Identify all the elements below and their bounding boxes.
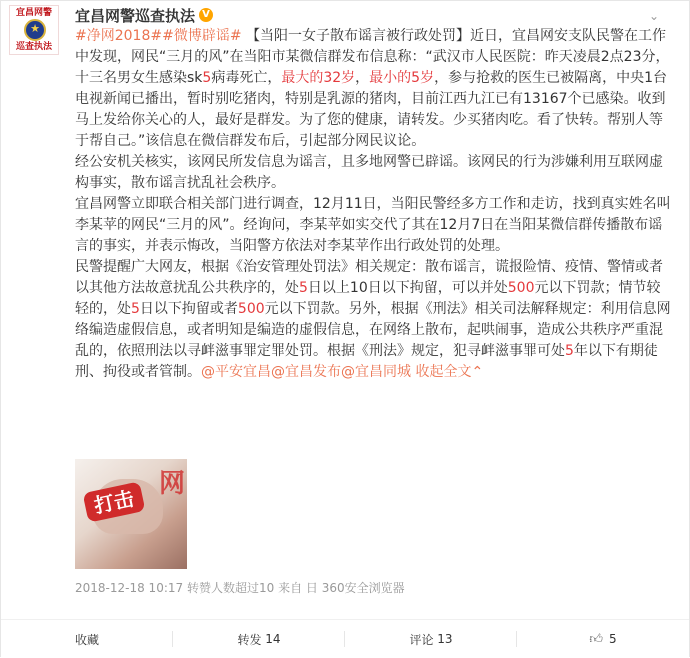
avatar[interactable] xyxy=(9,5,59,55)
highlighted-number: 500 xyxy=(237,301,265,317)
post-text: 日以上10日以下拘留，可以并处 xyxy=(307,280,508,296)
like-button[interactable] xyxy=(517,620,689,658)
user-name[interactable]: 宜昌网警巡查执法 xyxy=(75,6,196,25)
post-timestamp[interactable]: 2018-12-18 10:17 xyxy=(75,581,184,595)
post-paragraph-2: 经公安机关核实，该网民所发信息为谣言，且多地网警已辟谣。该网民的行为涉嫌利用互联网虚构事实，散布谣言扰乱社会秩序。 xyxy=(75,154,663,191)
highlighted-number: 5 xyxy=(565,343,574,359)
highlighted-text: 最大的32岁 xyxy=(281,70,356,86)
chevron-up-icon[interactable]: ⌃ xyxy=(471,364,484,380)
like-count: 5 xyxy=(608,632,617,646)
mention-link[interactable]: @宜昌发布 xyxy=(271,364,341,380)
post-text: 元以下罚款；情节较轻的，处 xyxy=(75,280,661,317)
post-text: 民警提醒广大网友，根据《治安管理处罚法》相关规定：散布谣言，谎报险情、疫情、警情或者以其他方法故意扰乱公共秩序的，处 xyxy=(75,259,663,296)
post-text: 病毒死亡， xyxy=(211,70,282,86)
action-bar xyxy=(1,619,689,658)
highlighted-number: 5 xyxy=(131,301,140,317)
repost-count: 14 xyxy=(265,632,281,646)
post-paragraph-3: 宜昌网警立即联合相关部门进行调查，12月11日，当阳民警经多方工作和走访，找到真实姓名叫李某苹的网民“三月的风”。经询问，李某苹如实交代了其在12月7日在当阳某微信群传播散布谣言的事实，并表示悔改，当阳警方依法对李某苹作出行政处罚的处理。 xyxy=(75,196,671,254)
post-title: 【当阳一女子散布谣言被行政处罚】 xyxy=(246,28,471,44)
post-image[interactable] xyxy=(75,459,187,569)
collapse-link[interactable]: 收起全文 xyxy=(415,364,472,380)
post-text: 元以下罚款。另外，根据《刑法》相关司法解释规定：利用信息网络编造虚假信息，或者明知是编造的虚假信息，在网络上散布，起哄闹事，造成公共秩序严重混乱的，依照刑法以寻衅滋事罪定罪处罚。根据《刑法》规定，犯寻衅滋事罪可处 xyxy=(75,301,671,359)
post-text: ， xyxy=(355,70,370,86)
comment-label: 评论 xyxy=(409,632,434,647)
post-paragraph-4 xyxy=(75,257,671,383)
post-paragraph-1 xyxy=(75,26,671,152)
post-text: 近日，宜昌网安支队民警在工作中发现，网民“三月的风”在当阳市某微信群发布信息称：“武汉市人民医院：昨天凌晨2点23分，十三名男女生感染sk xyxy=(75,28,670,86)
thumbs-up-icon: 👍︎ xyxy=(589,631,603,647)
comment-button[interactable] xyxy=(345,620,517,658)
comment-count: 13 xyxy=(437,632,453,646)
post-source: 来自 日 360安全浏览器 xyxy=(278,581,405,595)
highlighted-text: 最小的5岁 xyxy=(369,70,435,86)
repost-note: 转赞人数超过10 xyxy=(186,581,275,595)
image-edge-text: 网 xyxy=(158,469,185,499)
hashtag-link[interactable]: #微博辟谣# xyxy=(162,28,242,44)
post-text: 日以下拘留或者 xyxy=(139,301,238,317)
repost-button[interactable] xyxy=(173,620,345,658)
repost-label: 转发 xyxy=(237,632,262,647)
post-text: ，参与抢救的医生已被隔离，中央1台电视新闻已播出，暂时别吃猪肉，特别是乳源的猪肉，目前江西九江已有13167个已感染。收到马上发给你关心的人，最好是群发。为了您的健康，请转发。少买猪肉吃。看了快转。帮别人等于帮自己。”该信息在微信群发布后，引起部分网民议论。 xyxy=(75,70,667,149)
avatar-text-bottom: 巡查执法 xyxy=(15,42,52,52)
favorite-label: 收藏 xyxy=(74,632,99,647)
hashtag-link[interactable]: #净网2018# xyxy=(75,28,163,44)
image-stamp-text: 打击 xyxy=(83,481,146,522)
favorite-button[interactable] xyxy=(1,620,173,658)
post-content xyxy=(75,26,671,383)
highlighted-number: 5 xyxy=(299,280,308,296)
user-name-row xyxy=(75,6,213,24)
mention-link[interactable]: @宜昌同城 xyxy=(341,364,411,380)
avatar-text-top: 宜昌网警 xyxy=(15,8,52,18)
verified-badge-icon: V xyxy=(199,8,213,22)
highlighted-number: 5 xyxy=(202,70,212,86)
post-text: 年以下有期徒刑、拘役或者管制。 xyxy=(75,343,658,380)
police-emblem-icon xyxy=(24,19,46,41)
chevron-down-icon[interactable]: ⌄ xyxy=(648,9,659,23)
highlighted-number: 500 xyxy=(507,280,535,296)
mention-link[interactable]: @平安宜昌 xyxy=(201,364,271,380)
post-meta xyxy=(75,579,405,596)
